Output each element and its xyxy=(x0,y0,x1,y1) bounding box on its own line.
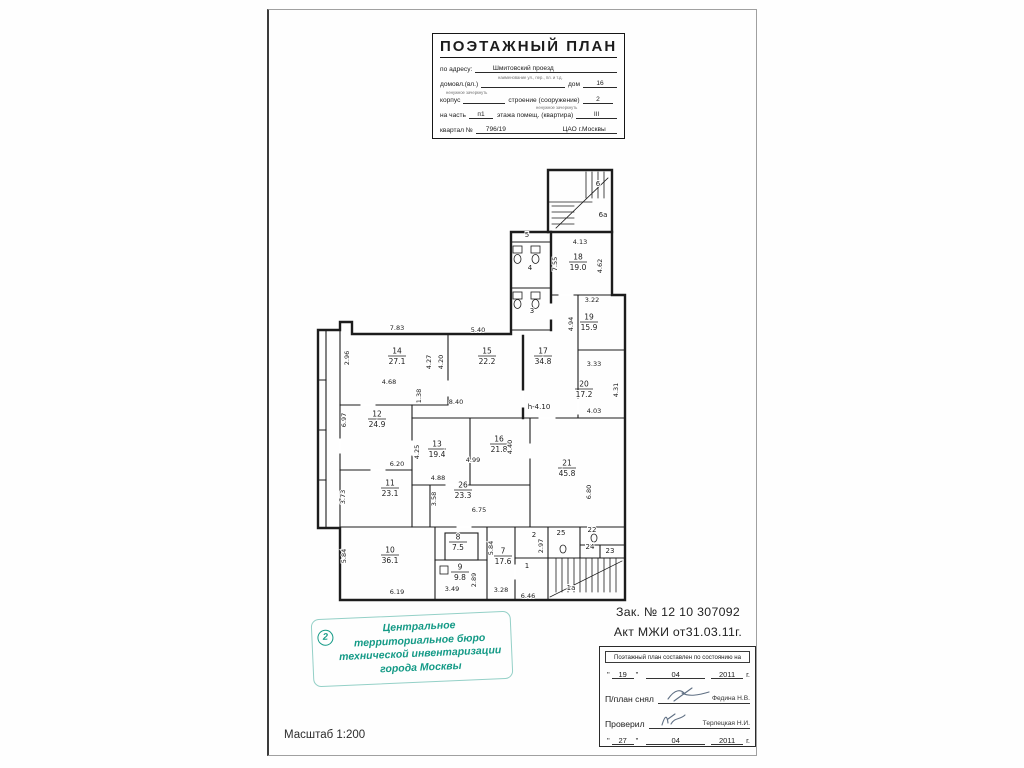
checker-signature xyxy=(657,711,703,728)
room-area: 19.4 xyxy=(428,450,446,459)
scale-note: Масштаб 1:200 xyxy=(284,729,366,741)
dimension-label: 2.96 xyxy=(343,350,351,366)
room-area: 34.8 xyxy=(534,357,552,366)
stamp-line-1: Центральное xyxy=(382,619,456,635)
date-row-2 xyxy=(605,736,750,745)
date-row-1 xyxy=(605,670,750,679)
block-row xyxy=(440,126,617,134)
dimension-label: 6.80 xyxy=(585,484,593,500)
dimension-label: 4.68 xyxy=(381,378,397,386)
date1-day: 19 xyxy=(612,670,634,679)
plan-labels xyxy=(339,180,620,600)
dimension-label: 4.31 xyxy=(612,382,620,398)
house-row xyxy=(440,80,617,95)
dimension-label: 8.40 xyxy=(448,398,464,406)
survey-stamp-box xyxy=(599,646,756,747)
dimension-label: 4.99 xyxy=(465,456,481,464)
dimension-label: 6.19 xyxy=(389,588,405,596)
address-label: по адресу: xyxy=(440,66,473,74)
surveyor-signature-line xyxy=(658,688,750,704)
dimension-label: 4.27 xyxy=(425,354,433,370)
room-number: 17 xyxy=(538,346,548,356)
room-area: 36.1 xyxy=(381,556,399,565)
year-suffix: г. xyxy=(746,670,750,679)
address-note: наименование ул., пер., пл. и т.д. xyxy=(498,74,563,80)
dimension-label: 5.84 xyxy=(340,548,348,564)
surveyor-row xyxy=(605,688,750,704)
year-suffix: г. xyxy=(746,736,750,745)
small-room-number: 2 xyxy=(531,531,537,539)
height-note: h-4.10 xyxy=(527,403,551,411)
stamp-number: 2 xyxy=(317,629,334,646)
room-area: 22.2 xyxy=(478,357,496,366)
part-value: п1 xyxy=(469,111,493,119)
dom-value: 16 xyxy=(583,80,617,88)
small-room-number: 23 xyxy=(605,547,615,555)
dimension-label: 4.94 xyxy=(567,316,575,332)
date1-year: 2011 xyxy=(711,670,743,679)
order-notes xyxy=(598,602,758,642)
small-room-number: 5 xyxy=(524,231,530,239)
dimension-label: 3.33 xyxy=(586,360,602,368)
stroenie-label: строение (сооружение) xyxy=(508,96,580,104)
dimension-label: 2.97 xyxy=(537,538,545,554)
korpus-blank-line xyxy=(463,96,505,104)
dimension-label: 6.75 xyxy=(471,506,487,514)
room-area: 45.8 xyxy=(558,469,576,478)
building-note: ненужное зачеркнуть xyxy=(536,105,578,111)
checker-name: Терлецкая Н.И. xyxy=(702,720,750,727)
stamp-line-3: технической инвентаризации xyxy=(338,644,502,664)
quote-mark: " xyxy=(607,736,610,745)
dimension-label: 1.38 xyxy=(415,388,423,404)
date2-day: 27 xyxy=(612,736,634,745)
dimension-label: 4.40 xyxy=(506,439,514,455)
small-room-number: 4 xyxy=(527,264,533,272)
house-note: ненужное зачеркнуть xyxy=(446,89,488,95)
room-number: 13 xyxy=(432,439,442,449)
stamp-line-2: территориальное бюро xyxy=(353,631,486,650)
dimension-label: 6.46 xyxy=(520,592,536,600)
date1-month: 04 xyxy=(646,670,705,679)
quote-mark: " xyxy=(635,736,639,745)
dimension-label: 3.49 xyxy=(444,585,460,593)
korpus-label: корпус xyxy=(440,96,461,104)
house-label: домовл.(вл.) xyxy=(440,81,479,89)
room-number: 19 xyxy=(584,312,594,322)
plan-header-box xyxy=(432,33,625,139)
apartment-value: III xyxy=(576,111,617,119)
room-number: 9 xyxy=(457,562,463,572)
dimension-label: 6.20 xyxy=(389,460,405,468)
room-number: 11 xyxy=(385,478,395,488)
address-value: Шмитовский проезд xyxy=(475,65,571,73)
room-area: 27.1 xyxy=(388,357,406,366)
room-number: 7 xyxy=(500,546,506,556)
dimension-label: 4.25 xyxy=(413,444,421,460)
room-area: 23.1 xyxy=(381,489,399,498)
dimension-label: 5.40 xyxy=(470,326,486,334)
stamp-title: Поэтажный план составлен по состоянию на xyxy=(605,651,750,663)
checker-signature-line xyxy=(649,713,750,729)
kvartal-label: квартал № xyxy=(440,126,473,134)
room-number: 12 xyxy=(372,409,382,419)
room-area: 23.3 xyxy=(454,491,472,500)
room-area: 24.9 xyxy=(368,420,386,429)
room-area: 7.5 xyxy=(452,543,464,552)
small-room-number: 22 xyxy=(587,526,597,534)
dimension-label: 4.88 xyxy=(430,474,446,482)
page-title: ПОЭТАЖНЫЙ ПЛАН xyxy=(440,38,617,58)
dimension-label: 3.73 xyxy=(339,489,347,505)
district-label: ЦАО г.Москвы xyxy=(551,126,617,134)
dimension-label: 7.55 xyxy=(551,256,559,272)
house-blank-line xyxy=(481,80,565,88)
address-blank-line xyxy=(571,65,617,73)
date2-year: 2011 xyxy=(711,736,743,745)
room-area: 19.0 xyxy=(569,263,587,272)
checker-label: Проверил xyxy=(605,719,645,729)
room-number: 8 xyxy=(455,532,461,542)
bti-stamp xyxy=(311,611,514,687)
kvartal-blank xyxy=(516,126,551,134)
small-room-number: 6 xyxy=(595,180,601,188)
room-number: 21 xyxy=(562,458,572,468)
dimension-label: 3.22 xyxy=(584,296,600,304)
floor-plan-drawing xyxy=(310,162,640,610)
small-room-number: 3 xyxy=(529,307,535,315)
part-row xyxy=(440,111,617,119)
dimension-label: 3.28 xyxy=(493,586,509,594)
dimension-label: 5.84 xyxy=(487,540,495,556)
surveyor-signature xyxy=(666,686,712,703)
stroenie-value: 2 xyxy=(583,96,614,104)
small-room-number: 6а xyxy=(598,211,608,219)
inner-walls xyxy=(318,242,625,600)
room-number: 18 xyxy=(573,252,583,262)
checker-row xyxy=(605,713,750,729)
room-number: 15 xyxy=(482,346,492,356)
dimension-label: 3.58 xyxy=(430,491,438,507)
room-number: 14 xyxy=(392,346,402,356)
floor-label: этажа помещ. (квартира) xyxy=(497,111,574,119)
small-room-number: 25 xyxy=(556,529,566,537)
stamp-line-4: города Москвы xyxy=(379,659,462,676)
dimension-label: 4.62 xyxy=(596,258,604,274)
surveyor-name: Федина Н.В. xyxy=(711,695,750,702)
room-area: 17.6 xyxy=(494,557,512,566)
quote-mark: " xyxy=(635,670,639,679)
small-room-number: 1 xyxy=(524,562,530,570)
room-number: 16 xyxy=(494,434,504,444)
address-row xyxy=(440,65,617,80)
room-area: 21.8 xyxy=(490,445,508,454)
room-area: 9.8 xyxy=(454,573,466,582)
room-number: 26 xyxy=(458,480,468,490)
dimension-label: 4.13 xyxy=(572,238,588,246)
date2-month: 04 xyxy=(646,736,705,745)
quote-mark: " xyxy=(607,670,610,679)
kvartal-value: 796/19 xyxy=(476,126,516,134)
room-area: 15.9 xyxy=(580,323,598,332)
dimension-label: 2.89 xyxy=(470,572,478,588)
act-number: Акт МЖИ от31.03.11г. xyxy=(613,625,743,639)
dom-label: дом xyxy=(567,81,580,89)
small-room-number: 1а xyxy=(566,584,576,592)
surveyor-label: П/план снял xyxy=(605,694,654,704)
room-number: 10 xyxy=(385,545,395,555)
dimension-label: 4.20 xyxy=(437,354,445,370)
dimension-label: 6.97 xyxy=(340,412,348,428)
room-area: 17.2 xyxy=(575,390,593,399)
dimension-label: 4.03 xyxy=(586,407,602,415)
dimension-label: 7.83 xyxy=(389,324,405,332)
order-number: Зак. № 12 10 307092 xyxy=(615,605,740,619)
part-label: на часть xyxy=(440,111,466,119)
room-number: 20 xyxy=(579,379,589,389)
small-room-number: 24 xyxy=(585,543,595,551)
building-row xyxy=(440,95,617,111)
